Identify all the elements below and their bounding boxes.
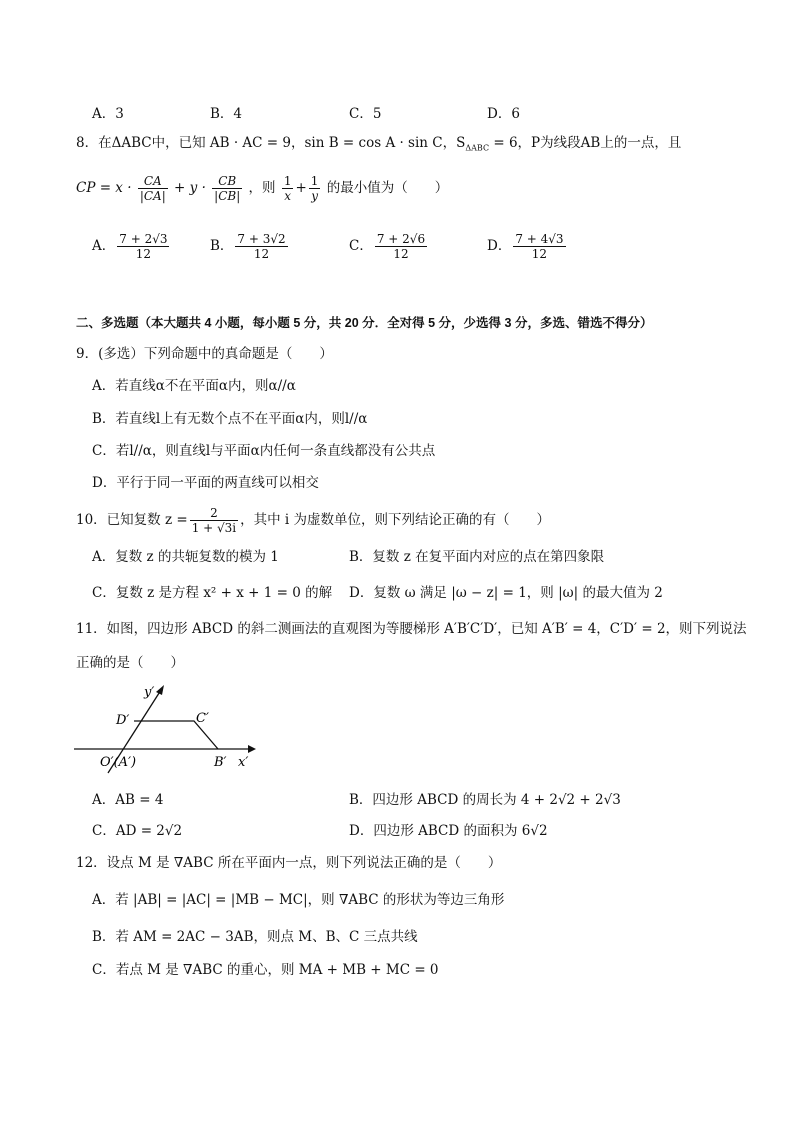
section-2-header: 二、多选题（本大题共 4 小题，每小题 5 分，共 20 分．全对得 5 分，少选得 3 分，多选、错选不得分）	[76, 316, 653, 330]
q12-stem: 12．设点 M 是 ∇ABC 所在平面内一点，则下列说法正确的是（ ）	[76, 855, 502, 871]
q9-option-a: A．若直线α不在平面α内，则α//α	[92, 378, 296, 394]
q8-then: ，则	[248, 180, 276, 196]
label-x: x′	[238, 755, 249, 770]
q11-stem-line1: 11．如图，四边形 ABCD 的斜二测画法的直观图为等腰梯形 A′B′C′D′，已知 A′B′ = 4，C′D′ = 2，则下列说法	[76, 621, 747, 637]
label-d: D′	[116, 713, 130, 728]
q7-option-b: B．4	[210, 106, 243, 122]
q10-stem	[76, 502, 550, 538]
q7-option-a: A．3	[92, 106, 124, 122]
q8-area-subscript: ΔABC	[465, 143, 490, 153]
q11-stem-line2: 正确的是（ ）	[76, 655, 184, 671]
q11-option-b: B．四边形 ABCD 的周长为 4 + 2√2 + 2√3	[349, 792, 621, 808]
y-axis-arrow-icon	[156, 685, 164, 695]
q8-cp-prefix: CP = x ·	[76, 180, 132, 196]
q8-option-b: B． $\frac{7 + 3√2}{12}$	[210, 232, 286, 261]
q12-option-c: C．若点 M 是 ∇ABC 的重心，则 MA + MB + MC = 0	[92, 962, 439, 978]
q12-option-b: B．若 AM = 2AC − 3AB，则点 M、B、C 三点共线	[92, 929, 418, 945]
q7-option-d: D．6	[487, 106, 520, 122]
q8-plus-y: + y ·	[174, 180, 206, 196]
q9-option-b: B．若直线l上有无数个点不在平面α内，则l//α	[92, 411, 368, 427]
q9-option-c: C．若l//α，则直线l与平面α内任何一条直线都没有公共点	[92, 443, 436, 459]
label-y: y′	[144, 685, 155, 700]
x-axis-arrow-icon	[248, 745, 256, 753]
label-o: O′(A′)	[100, 755, 137, 770]
q8-option-a: A． $\frac{7 + 2√3}{12}$	[92, 232, 168, 261]
q11-figure	[70, 680, 270, 780]
q8-stem	[76, 134, 681, 158]
q8-fraction-ca: $\frac{CA}{|CA|}$	[139, 174, 166, 203]
q10-option-a: A．复数 z 的共轭复数的模为 1	[92, 549, 279, 565]
q8-stem-text: 8．在ΔABC中，已知 AB · AC = 9，sin B = cos A · sin C，S	[76, 135, 466, 151]
q11-option-c: C．AD = 2√2	[92, 823, 183, 839]
q8-fraction-cb: $\frac{CB}{|CB|}$	[214, 174, 241, 203]
label-c: C′	[196, 711, 209, 726]
q10-option-d: D．复数 ω 满足 |ω − z| = 1，则 |ω| 的最大值为 2	[349, 585, 663, 601]
q8-option-c: C． $\frac{7 + 2√6}{12}$	[349, 232, 426, 261]
q9-option-d: D．平行于同一平面的两直线可以相交	[92, 475, 319, 491]
q12-option-a: A．若 |AB| = |AC| = |MB − MC|，则 ∇ABC 的形状为等边三角形	[92, 892, 505, 908]
q11-option-d: D．四边形 ABCD 的面积为 6√2	[349, 823, 548, 839]
q10-option-c: C．复数 z 是方程 x² + x + 1 = 0 的解	[92, 585, 333, 601]
q8-min-text: 的最小值为（ ）	[326, 180, 449, 196]
q10-option-b: B．复数 z 在复平面内对应的点在第四象限	[349, 549, 605, 565]
q9-stem: 9．(多选）下列命题中的真命题是（ ）	[76, 346, 333, 362]
q10-stem-a: 10．已知复数 z =	[76, 512, 188, 528]
q8-fraction-1x: $\frac{1}{x}$	[283, 174, 292, 203]
q11-option-a: A．AB = 4	[92, 792, 164, 808]
label-b: B′	[214, 755, 227, 770]
q7-option-c: C．5	[349, 106, 382, 122]
q10-fraction: $\frac{2}{1 + √3i}$	[191, 506, 237, 535]
q8-cp-expression: CP = x · $\frac{CA}{|CA|}$ + y · $\frac{CB}{|CB|}$ ，则 $\frac{1}{x}$ + $\frac{1}{y}$ 的最小值为（ ）	[76, 174, 449, 203]
q8-fraction-1y: $\frac{1}{y}$	[310, 174, 319, 203]
q8-option-d: D． $\frac{7 + 4√3}{12}$	[487, 232, 564, 261]
q10-stem-b: ，其中 i 为虚数单位，则下列结论正确的有（ ）	[240, 512, 551, 528]
q8-stem-end: = 6，P为线段AB上的一点，且	[489, 135, 682, 151]
